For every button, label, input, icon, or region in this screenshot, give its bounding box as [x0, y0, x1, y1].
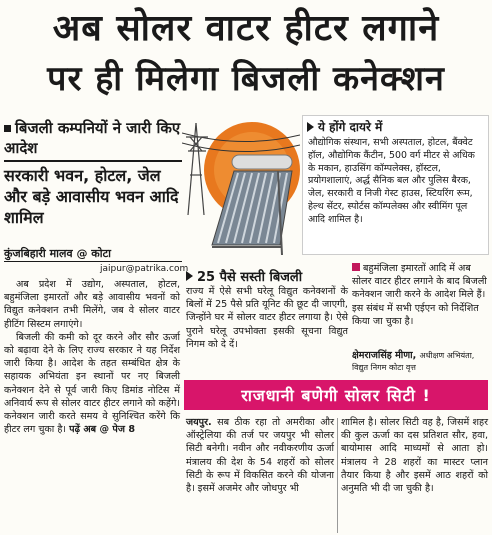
banner: राजधानी बणेगी सोलर सिटी ! — [184, 380, 488, 410]
scope-box-title: ये होंगे दायरे में — [303, 116, 488, 137]
headline-line-2: पर ही मिलेगा बिजली कनेक्शन — [47, 59, 445, 99]
triangle-bullet-icon — [307, 122, 314, 132]
quote: बहुमंजिला इमारतों आदि में अब सोलर वाटर हीटर लगाने के बाद बिजली कनेक्शन जारी करने के आदेश मिले हैं। इस संबंध में सभी एईएन को निर्देशित किया जा चुका है। — [352, 263, 487, 327]
quote-org: विद्युत निगम कोटा वृत्त — [352, 363, 416, 372]
subhead-1: बिजली कम्पनियों ने जारी किए आदेश — [4, 119, 181, 157]
divider — [4, 160, 184, 162]
scope-box-body: औद्योगिक संस्थान, सभी अस्पताल, होटल, बैंक्वेट हॉल, औद्योगिक कैंटीन, 500 वर्ग मीटर से अधिक के मकान, हाउसिंग कॉम्पलेक्स, हॉस्टल, प्रयोगशालाएं, अर्द्ध सैनिक बल और पुलिस बैरक, जेल, सरकारी व निजी गेस्ट हाउस, स्टियरिंग रूम, हेल्थ सेंटर, स्पोर्टस कॉम्पलेक्स और स्वीमिंग पूल आदि शामिल है। — [308, 137, 475, 225]
bottom-story-col-2: शामिल है। सोलर सिटी वह है, जिसमें शहर की कुल ऊर्जा का दस प्रतिशत सौर, हवा, बायोमास आदि माध्यमों से आता हो। मंत्रालय ने 28 शहरों का मास्टर प्लान तैयार किया है और इसमें आठ शहरों को अनुमति भी दी जा चुकी है। — [341, 417, 488, 495]
left-story-para-2: बिजली की कमी को दूर करने और सौर ऊर्जा को बढ़ावा देने के लिए राज्य सरकार ने यह निर्देश जारी किया है। आदेश के तहत सम्बंधित क्षेत्र के सहायक अभियंता इन स्थानों पर नए बिजली कनेक्शन देने से पूर्व जारी किए डिमांड नोटिस में अनिवार्य रूप से सोलर वाटर हीटर लगाने को कहेंगे। कनेक्शन जारी करते समय वे सुनिश्चित करेंगे कि हीटर लग चुका है। पढ़ें अब @ पेज 8 — [4, 331, 180, 436]
mid-story-body: राज्य में ऐसे सभी घरेलू विद्युत कनेक्शनों के बिलों में 25 पैसे प्रति यूनिट की छूट दी जाएगी, जिन्होंने घर में सोलर वाटर हीटर लगाया है। ऐसे पुराने घरेलू उपभोक्ता इसकी सूचना विद्युत निगम को दे दें। — [186, 286, 348, 350]
triangle-bullet-icon — [186, 271, 193, 281]
email: jaipur@patrika.com — [100, 264, 189, 274]
bullet-square-icon — [4, 125, 11, 132]
mid-story-title: 25 पैसे सस्ती बिजली — [186, 267, 350, 285]
byline: कुंजबिहारी मालव @ कोटा — [4, 247, 111, 260]
dateline: जयपुर. — [186, 417, 212, 428]
bottom-story-col-1: जयपुर. सब ठीक रहा तो अमरीका और ऑस्ट्रेलिया की तर्ज पर जयपुर भी सोलर सिटी बनेगी। नवीन और नवीकरणीय ऊर्जा मंत्रालय की देश के 54 शहरों को सोलर सिटी के रूप में विकसित करने की योजना है। इसमें अजमेर और जोधपुर भी — [186, 417, 334, 495]
continued-link: पढ़ें अब @ पेज 8 — [69, 424, 135, 436]
left-story-para-1: अब प्रदेश में उद्योग, अस्पताल, होटल, बहुमंजिला इमारतों और बड़े आवासीय भवनों को विद्युत कनेक्शन तभी मिलेंगे, जब वे सोलर वाटर हीटिंग सिस्टम लगाएंगे। — [4, 279, 180, 330]
divider — [4, 261, 184, 262]
subhead-2: सरकारी भवन, होटल, जेल और बड़े आवासीय भवन आदि शामिल — [4, 166, 179, 227]
solar-heater-graphic — [182, 115, 300, 263]
left-story — [4, 278, 180, 436]
column-divider — [337, 418, 338, 533]
scope-box — [302, 115, 489, 255]
headline-line-1: अब सोलर वाटर हीटर लगाने — [52, 8, 440, 49]
quote-marker-icon — [352, 263, 360, 271]
quote-signature: क्षेमराजसिंह मीणा, अधीक्षण अभियंता, — [352, 350, 475, 361]
